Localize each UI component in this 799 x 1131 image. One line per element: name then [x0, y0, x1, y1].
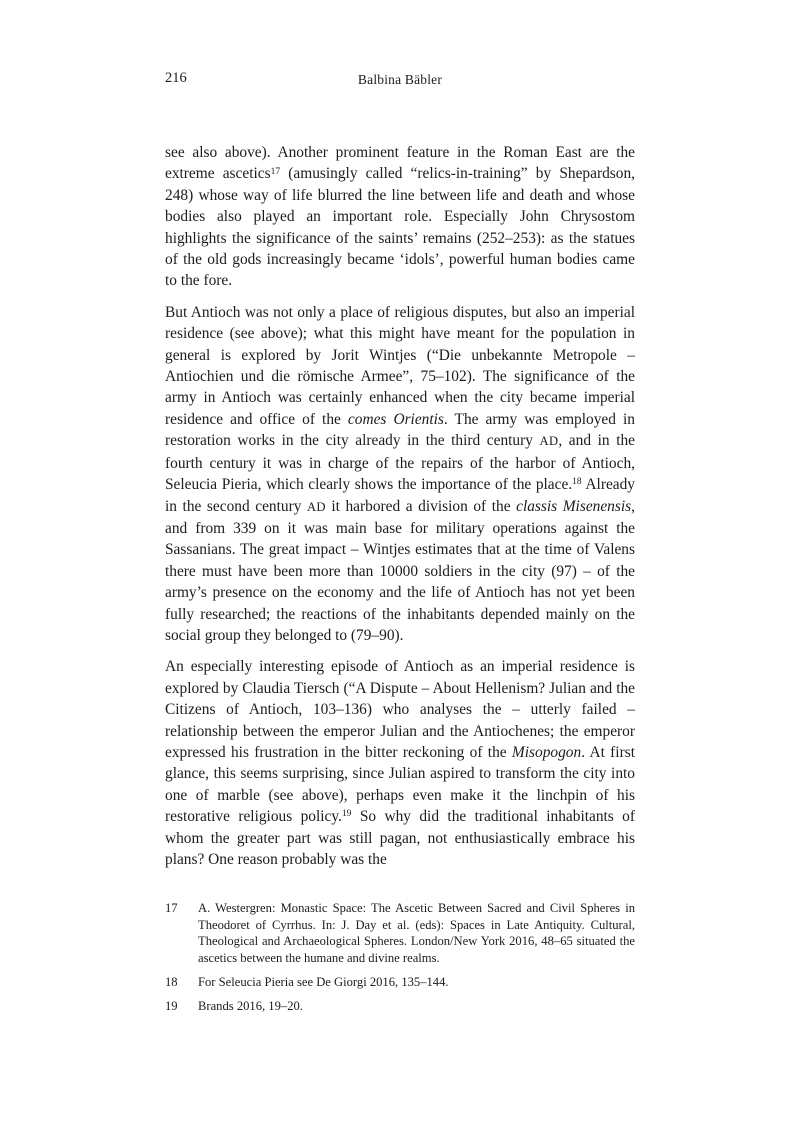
text-run: Misopogon: [511, 743, 582, 761]
body-paragraph: [165, 656, 635, 870]
footnote-text: [198, 998, 635, 1014]
text-run: (amusingly called “relics-in-training” by Shepardson, 248) whose way of life blurred the line between life and death and whose bodies also played an important role. Especially John Chrysostom highlights the significance of the saints’ remains (252–253): as the statues of the old gods increasingly became ‘idols’, powerful human bodies came to the fore.: [165, 165, 635, 290]
text-run: Brands 2016, 19–20.: [198, 999, 303, 1014]
text-run: , and in the fourth century it was in charge of the repairs of the harbor of Antioch, Seleucia Pieria, which clearly shows the importance of the place.: [165, 432, 635, 494]
text-run: 18: [572, 476, 582, 488]
page-header: [165, 70, 635, 88]
text-run: see also above). Another prominent feature in the Roman East are the extreme ascetics: [165, 144, 635, 183]
body-paragraph: [165, 302, 635, 647]
text-run: A. Westergren: Monastic Space: The Ascetic Between Sacred and Civil Spheres in Theodoret of Cyrrhus. In: J. Day et al. (eds): Spaces in Late Antiquity. Cultural, Theological and Archaeological Spheres. London/New York 2016, 48–65 situated the ascetics between the humane and divine realms.: [198, 901, 635, 965]
text-run: AD: [306, 499, 326, 514]
text-run: . At first glance, this seems surprising, since Julian aspired to transform the city into one of marble (see above), perhaps even make it the linchpin of his restorative religious policy.: [165, 743, 635, 826]
text-run: AD: [539, 434, 559, 449]
footnote-text: [198, 974, 635, 990]
text-run: 19: [341, 808, 352, 820]
text-run: But Antioch was not only a place of religious disputes, but also an imperial residence (see above); what this might have meant for the population in general is explored by Jorit Wintjes (“Die unbekannte Metropole – Antiochien und die römische Armee”, 75–102). The significance of the army in Antioch was certainly enhanced when the city became imperial residence and office of the: [165, 303, 635, 428]
text-run: it harbored a division of the: [325, 497, 517, 515]
body-text: [165, 142, 635, 870]
text-run: 17: [270, 165, 281, 177]
text-run: For Seleucia Pieria see De Giorgi 2016, 135–144.: [198, 975, 449, 990]
text-run: , and from 339 on it was main base for military operations against the Sassanians. The great impact – Wintjes estimates that at the time of Valens there must have been more than 10000 soldiers in the city (97) – of the army’s presence on the economy and the life of Antioch has not yet been fully researched; the reactions of the inhabitants depended mainly on the social group they belonged to (79–90).: [165, 497, 635, 644]
page-number: 216: [165, 70, 187, 86]
text-run: An especially interesting episode of Antioch as an imperial residence is explored by Claudia Tiersch (“A Dispute – About Hellenism? Julian and the Citizens of Antioch, 103–136) who analyses the – utterly failed – relationship between the emperor Julian and the Antiochenes; the emperor expressed his frustration in the bitter reckoning of the: [165, 658, 635, 761]
footnote: [165, 974, 635, 990]
footnote-text: [198, 900, 635, 966]
text-run: comes Orientis: [347, 410, 444, 428]
footnote-number: 18: [165, 975, 178, 990]
body-paragraph: [165, 142, 635, 292]
footnote: [165, 998, 635, 1014]
footnote-number: 19: [165, 999, 178, 1014]
text-run: Already in the second century: [165, 476, 635, 515]
text-column: [165, 70, 635, 1015]
footnote: [165, 900, 635, 966]
text-run: So why did the traditional inhabitants of whom the greater part was still pagan, not enthusiastically embrace his plans? One reason probably was the: [165, 808, 635, 868]
running-head: Balbina Bäbler: [357, 72, 443, 87]
text-run: . The army was employed in restoration works in the city already in the third century: [165, 410, 635, 450]
footnotes-section: [165, 900, 635, 1014]
footnote-number: 17: [165, 901, 178, 916]
text-run: classis Misenensis: [516, 497, 632, 515]
